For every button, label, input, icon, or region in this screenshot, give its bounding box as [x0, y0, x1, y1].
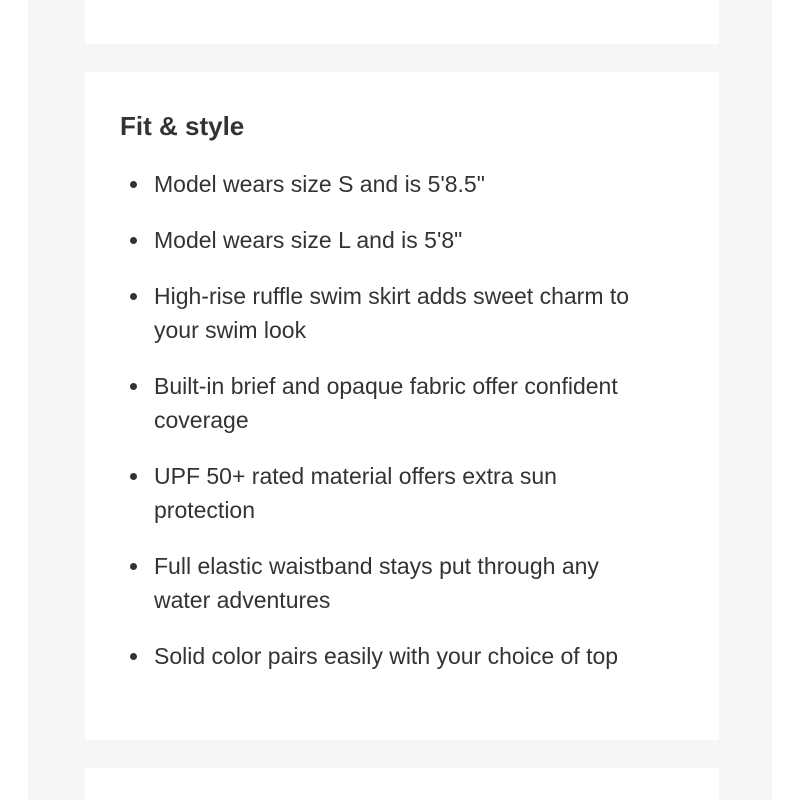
bullet-dot-icon	[130, 383, 137, 390]
bullet-dot-icon	[130, 181, 137, 188]
list-item-text: UPF 50+ rated material offers extra sun protection	[154, 463, 557, 523]
list-item-text: Built-in brief and opaque fabric offer confident coverage	[154, 373, 618, 433]
bullet-dot-icon	[130, 293, 137, 300]
list-item-text: Model wears size S and is 5'8.5"	[154, 171, 485, 197]
list-item	[120, 549, 660, 617]
list-item	[120, 639, 660, 673]
list-item	[120, 167, 660, 201]
fit-style-card	[85, 72, 719, 740]
bullet-dot-icon	[130, 653, 137, 660]
list-item-text: Solid color pairs easily with your choice of top	[154, 643, 619, 669]
feature-list	[120, 167, 660, 695]
list-item-text: Model wears size L and is 5'8"	[154, 227, 463, 253]
next-section-card	[85, 768, 719, 800]
list-item	[120, 369, 660, 437]
previous-section-card	[85, 0, 719, 44]
list-item	[120, 279, 660, 347]
bullet-dot-icon	[130, 473, 137, 480]
bullet-dot-icon	[130, 237, 137, 244]
list-item-text: High-rise ruffle swim skirt adds sweet charm to your swim look	[154, 283, 630, 343]
bullet-dot-icon	[130, 563, 137, 570]
list-item	[120, 223, 660, 257]
list-item-text: Full elastic waistband stays put through any water adventures	[154, 553, 599, 613]
list-item	[120, 459, 660, 527]
section-title: Fit & style	[120, 111, 245, 141]
